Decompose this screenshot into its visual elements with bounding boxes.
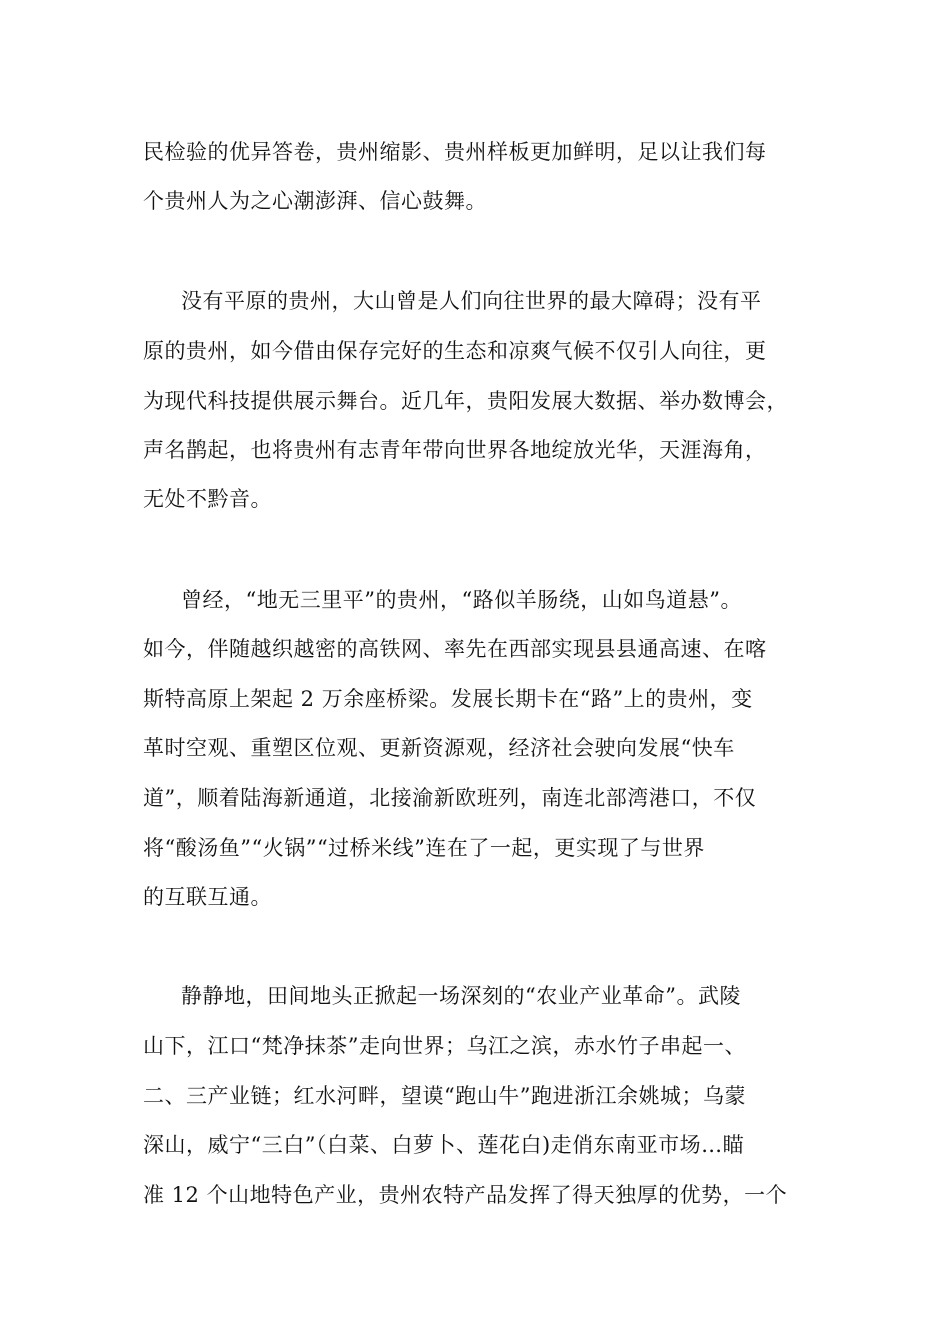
paragraph-4-line-1: 静静地，田间地头正掀起一场深刻的“农业产业革命”。武陵 xyxy=(181,984,741,1008)
paragraph-3-line-5: 道”，顺着陆海新通道，北接渝新欧班列，南连北部湾港口，不仅 xyxy=(143,786,757,810)
paragraph-2-line-1: 没有平原的贵州，大山曾是人们向往世界的最大障碍；没有平 xyxy=(181,289,762,313)
paragraph-1-line-1: 民检验的优异答卷，贵州缩影、贵州样板更加鲜明，足以让我们每 xyxy=(143,140,767,164)
paragraph-2-line-5: 无处不黔音。 xyxy=(143,487,272,511)
paragraph-3-line-3: 斯特高原上架起 2 万余座桥梁。发展长期卡在“路”上的贵州，变 xyxy=(143,687,753,711)
paragraph-2-line-3: 为现代科技提供展示舞台。近几年，贵阳发展大数据、举办数博会， xyxy=(143,389,788,413)
paragraph-3-line-4: 革时空观、重塑区位观、更新资源观，经济社会驶向发展“快车 xyxy=(143,736,735,760)
paragraph-3-line-2: 如今，伴随越织越密的高铁网、率先在西部实现县县通高速、在喀 xyxy=(143,637,767,661)
paragraph-2-line-4: 声名鹊起，也将贵州有志青年带向世界各地绽放光华，天涯海角， xyxy=(143,438,767,462)
paragraph-4-line-4: 深山，威宁“三白”（白菜、白萝卜、莲花白)走俏东南亚市场…瞄 xyxy=(143,1133,745,1157)
paragraph-4-line-3: 二、三产业链；红水河畔，望谟“跑山牛”跑进浙江余姚城；乌蒙 xyxy=(143,1084,746,1108)
paragraph-3-line-7: 的互联互通。 xyxy=(143,885,272,909)
paragraph-4-line-2: 山下，江口“梵净抹茶”走向世界；乌江之滨，赤水竹子串起一、 xyxy=(143,1034,746,1058)
paragraph-4-line-5: 准 12 个山地特色产业，贵州农特产品发挥了得天独厚的优势，一个 xyxy=(143,1183,788,1207)
paragraph-2-line-2: 原的贵州，如今借由保存完好的生态和凉爽气候不仅引人向往，更 xyxy=(143,339,767,363)
paragraph-3-line-6: 将“酸汤鱼”“火锅”“过桥米线”连在了一起，更实现了与世界 xyxy=(143,836,705,860)
paragraph-3-line-1: 曾经，“地无三里平”的贵州，“路似羊肠绕，山如鸟道悬”。 xyxy=(181,588,742,612)
paragraph-1-line-2: 个贵州人为之心潮澎湃、信心鼓舞。 xyxy=(143,189,487,213)
